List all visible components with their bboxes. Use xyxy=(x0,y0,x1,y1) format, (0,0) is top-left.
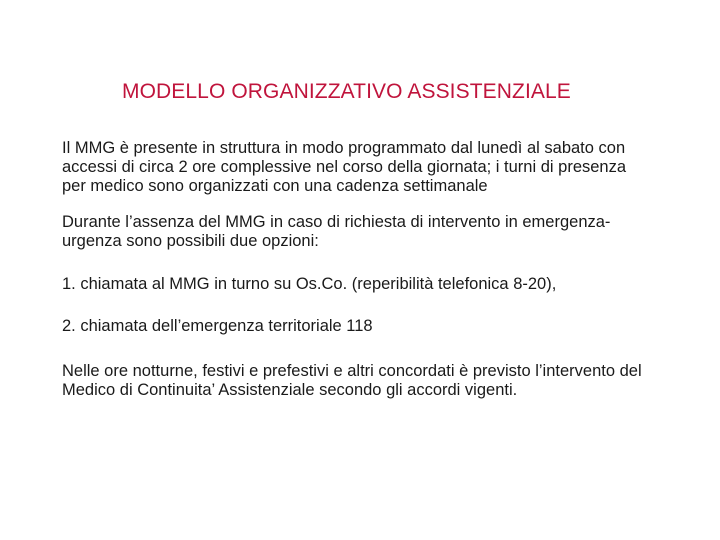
slide-body xyxy=(62,139,652,400)
list-item-option-2: 2. chiamata dell’emergenza territoriale 118 xyxy=(62,317,373,335)
slide-title: MODELLO ORGANIZZATIVO ASSISTENZIALE xyxy=(122,80,571,103)
list-item-option-1: 1. chiamata al MMG in turno su Os.Co. (reperibilità telefonica 8-20), xyxy=(62,275,557,293)
paragraph-mmg-presence: Il MMG è presente in struttura in modo programmato dal lunedì al sabato con accessi di circa 2 ore complessive nel corso della giornata; i turni di presenza per medico sono organizzati con una cadenza settimanale xyxy=(62,139,627,195)
paragraph-night-service: Nelle ore notturne, festivi e prefestivi e altri concordati è previsto l’intervento del Medico di Continuita’ Assistenziale secondo gli accordi vigenti. xyxy=(62,362,642,399)
paragraph-emergency-options: Durante l’assenza del MMG in caso di richiesta di intervento in emergenza-urgenza sono possibili due opzioni: xyxy=(62,213,611,250)
